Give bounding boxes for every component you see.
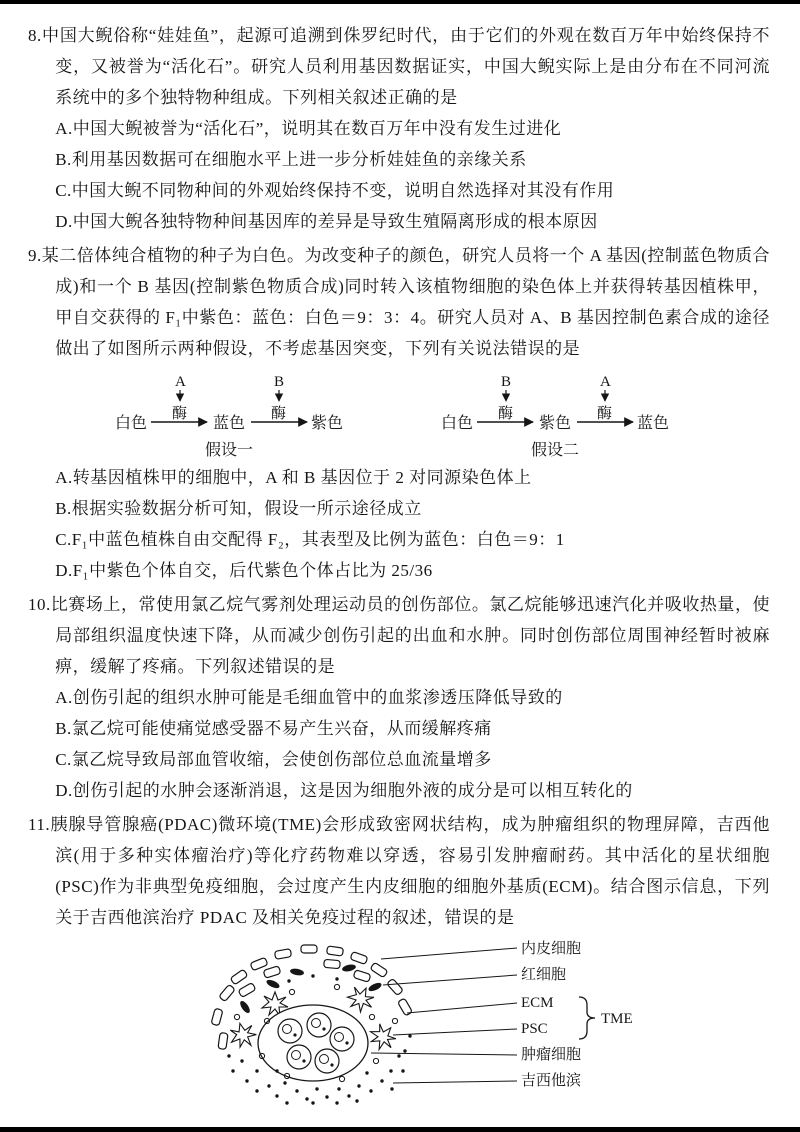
hyp1-gene-2: B (274, 374, 285, 390)
question-9-diagram (28, 368, 770, 460)
tme-bracket (579, 997, 595, 1039)
label-rbc: 红细胞 (521, 967, 567, 983)
question-10 (28, 589, 770, 806)
question-8 (28, 20, 770, 237)
question-9-stem: 9.某二倍体纯合植物的种子为白色。为改变种子的颜色，研究人员将一个 A 基因(控制蓝色物质合成)和一个 B 基因(控制紫色物质合成)同时转入该植物细胞的染色体上并获得转基因植株甲，甲自交获得的 F₁中紫色：蓝色：白色＝9：3：4。研究人员对 A、B 基因控制色素合成的途径做出了如图所示两种假设，不考虑基因突变，下列有关说法错误的是 (28, 246, 770, 358)
diagram-leader-lines (371, 948, 517, 1083)
hyp1-mid-label: 蓝色 (213, 415, 246, 432)
question-9-option-b: B.根据实验数据分析可知，假设一所示途径成立 (55, 499, 422, 518)
label-ecm: ECM (521, 995, 554, 1011)
hyp2-enzyme-1: 酶 (498, 406, 514, 422)
question-8-option-d: D.中国大鲵各独特物种间基因库的差异是导致生殖隔离形成的根本原因 (55, 212, 598, 231)
question-8-option-b: B.利用基因数据可在细胞水平上进一步分析娃娃鱼的亲缘关系 (55, 150, 527, 169)
question-9-option-d: D.F₁中紫色个体自交，后代紫色个体占比为 25/36 (55, 561, 433, 580)
question-8-stem: 8.中国大鲵俗称“娃娃鱼”，起源可追溯到侏罗纪时代，由于它们的外观在数百万年中始终保持不变，又被誉为“活化石”。研究人员利用基因数据证实，中国大鲵实际上是由分布在不同河流系统中的多个独特物种组成。下列相关叙述正确的是 (28, 26, 770, 107)
hyp1-gene-1: A (175, 374, 186, 390)
question-8-option-a: A.中国大鲵被誉为“活化石”，说明其在数百万年中没有发生过进化 (55, 119, 562, 138)
label-psc: PSC (521, 1021, 548, 1037)
hyp1-start-label: 白色 (115, 415, 148, 432)
tumor-cells-shape (258, 1005, 368, 1081)
label-tme: TME (601, 1011, 633, 1027)
label-tumor: 肿瘤细胞 (521, 1047, 582, 1063)
question-11-diagram (28, 935, 770, 1110)
hyp2-caption: 假设二 (531, 442, 580, 459)
question-10-option-d: D.创伤引起的水肿会逐渐消退，这是因为细胞外液的成分是可以相互转化的 (55, 781, 633, 800)
hyp2-enzyme-2: 酶 (597, 406, 613, 422)
question-9 (28, 240, 770, 586)
hyp1-enzyme-2: 酶 (271, 406, 287, 422)
hyp1-end-label: 紫色 (311, 415, 344, 432)
hyp1-enzyme-1: 酶 (172, 406, 188, 422)
hyp2-gene-1: B (501, 374, 512, 390)
hyp2-gene-2: A (600, 374, 611, 390)
question-10-option-b: B.氯乙烷可能使痛觉感受器不易产生兴奋，从而缓解疼痛 (55, 719, 492, 738)
question-11-stem: 11.胰腺导管腺癌(PDAC)微环境(TME)会形成致密网状结构，成为肿瘤组织的物理屏障，吉西他滨(用于多种实体瘤治疗)等化疗药物难以穿透，容易引发肿瘤耐药。其中活化的星状细胞(PSC)作为非典型免疫细胞，会过度产生内皮细胞的细胞外基质(ECM)。结合图示信息，下列关于吉西他滨治疗 PDAC 及相关免疫过程的叙述，错误的是 (28, 815, 770, 927)
question-10-option-a: A.创伤引起的组织水肿可能是毛细血管中的血浆渗透压降低导致的 (55, 688, 563, 707)
hyp2-end-label: 蓝色 (637, 415, 670, 432)
question-9-option-a: A.转基因植株甲的细胞中，A 和 B 基因位于 2 对同源染色体上 (55, 468, 532, 487)
hyp1-caption: 假设一 (205, 442, 254, 459)
hypothesis-2-diagram (437, 368, 687, 460)
question-9-option-c: C.F₁中蓝色植株自由交配得 F₂，其表型及比例为蓝色：白色＝9：1 (55, 530, 565, 549)
hyp2-mid-label: 紫色 (539, 415, 572, 432)
page-edge-top (0, 0, 800, 4)
tme-cell-illustration (129, 935, 669, 1110)
hyp2-start-label: 白色 (441, 415, 474, 432)
question-11 (28, 809, 770, 1110)
question-10-stem: 10.比赛场上，常使用氯乙烷气雾剂处理运动员的创伤部位。氯乙烷能够迅速汽化并吸收热量，使局部组织温度快速下降，从而减少创伤引起的出血和水肿。同时创伤部位周围神经暂时被麻痹，缓解了疼痛。下列叙述错误的是 (28, 595, 770, 676)
hypothesis-1-diagram (111, 368, 361, 460)
question-8-option-c: C.中国大鲵不同物种间的外观始终保持不变，说明自然选择对其没有作用 (55, 181, 615, 200)
label-endothelial: 内皮细胞 (521, 941, 582, 957)
page-edge-bottom (0, 1127, 800, 1132)
label-gemcitabine: 吉西他滨 (521, 1073, 582, 1089)
question-10-option-c: C.氯乙烷导致局部血管收缩，会使创伤部位总血流量增多 (55, 750, 492, 769)
